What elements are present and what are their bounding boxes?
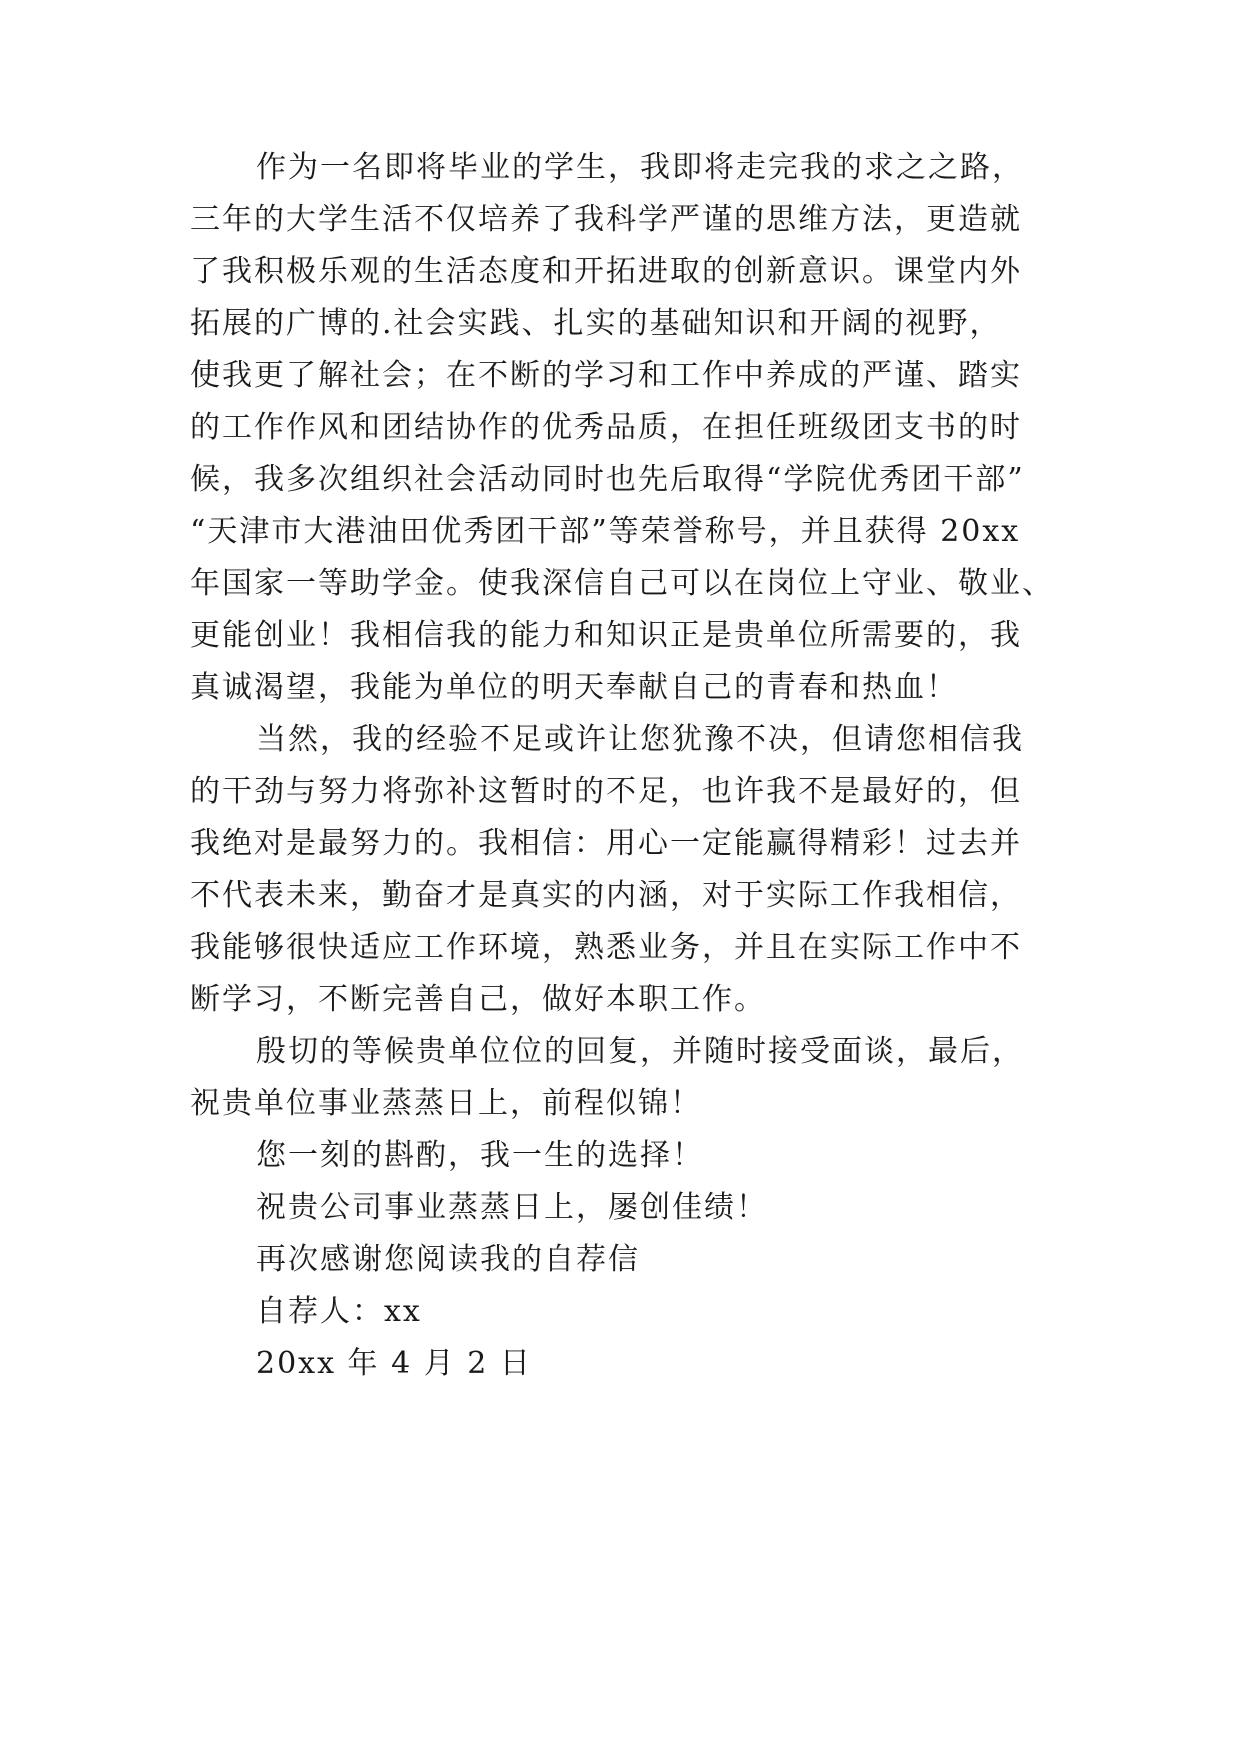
- paragraph-2-line-2: 的干劲与努力将弥补这暂时的不足，也许我不是最好的，但: [190, 774, 1022, 809]
- closing-line-2: 祝贵公司事业蒸蒸日上，屡创佳绩！: [256, 1190, 768, 1225]
- paragraph-1-line-10: 更能创业！我相信我的能力和知识正是贵单位所需要的，我: [190, 618, 1022, 653]
- signature: 自荐人：xx: [256, 1294, 422, 1329]
- paragraph-1-line-11: 真诚渴望，我能为单位的明天奉献自己的青春和热血！: [190, 670, 958, 705]
- paragraph-1-line-4: 拓展的广博的.社会实践、扎实的基础知识和开阔的视野，: [190, 306, 1002, 341]
- paragraph-1-line-7: 候，我多次组织社会活动同时也先后取得“学院优秀团干部”: [190, 462, 1025, 497]
- paragraph-3-line-1: 殷切的等候贵单位位的回复，并随时接受面谈，最后，: [256, 1034, 1024, 1069]
- paragraph-2-line-5: 我能够很快适应工作环境，熟悉业务，并且在实际工作中不: [190, 930, 1022, 965]
- closing-line-1: 您一刻的斟酌，我一生的选择！: [256, 1138, 704, 1173]
- paragraph-2-line-4: 不代表未来，勤奋才是真实的内涵，对于实际工作我相信，: [190, 878, 1022, 913]
- date: 20xx 年 4 月 2 日: [256, 1346, 532, 1381]
- paragraph-1-line-9: 年国家一等助学金。使我深信自己可以在岗位上守业、敬业、: [190, 566, 1054, 601]
- paragraph-1-line-8: “天津市大港油田优秀团干部”等荣誉称号，并且获得 20xx: [190, 514, 1021, 549]
- paragraph-2-line-3: 我绝对是最努力的。我相信：用心一定能赢得精彩！过去并: [190, 826, 1022, 861]
- paragraph-2-line-1: 当然，我的经验不足或许让您犹豫不决，但请您相信我: [256, 722, 1024, 757]
- paragraph-1-line-3: 了我积极乐观的生活态度和开拓进取的创新意识。课堂内外: [190, 254, 1022, 289]
- paragraph-1-line-5: 使我更了解社会；在不断的学习和工作中养成的严谨、踏实: [190, 358, 1022, 393]
- paragraph-1-line-1: 作为一名即将毕业的学生，我即将走完我的求之之路，: [256, 150, 1024, 185]
- paragraph-1-line-6: 的工作作风和团结协作的优秀品质，在担任班级团支书的时: [190, 410, 1022, 445]
- paragraph-2-line-6: 断学习，不断完善自己，做好本职工作。: [190, 982, 766, 1017]
- paragraph-3-line-2: 祝贵单位事业蒸蒸日上，前程似锦！: [190, 1086, 702, 1121]
- closing-line-3: 再次感谢您阅读我的自荐信: [256, 1242, 640, 1277]
- paragraph-1-line-2: 三年的大学生活不仅培养了我科学严谨的思维方法，更造就: [190, 202, 1022, 237]
